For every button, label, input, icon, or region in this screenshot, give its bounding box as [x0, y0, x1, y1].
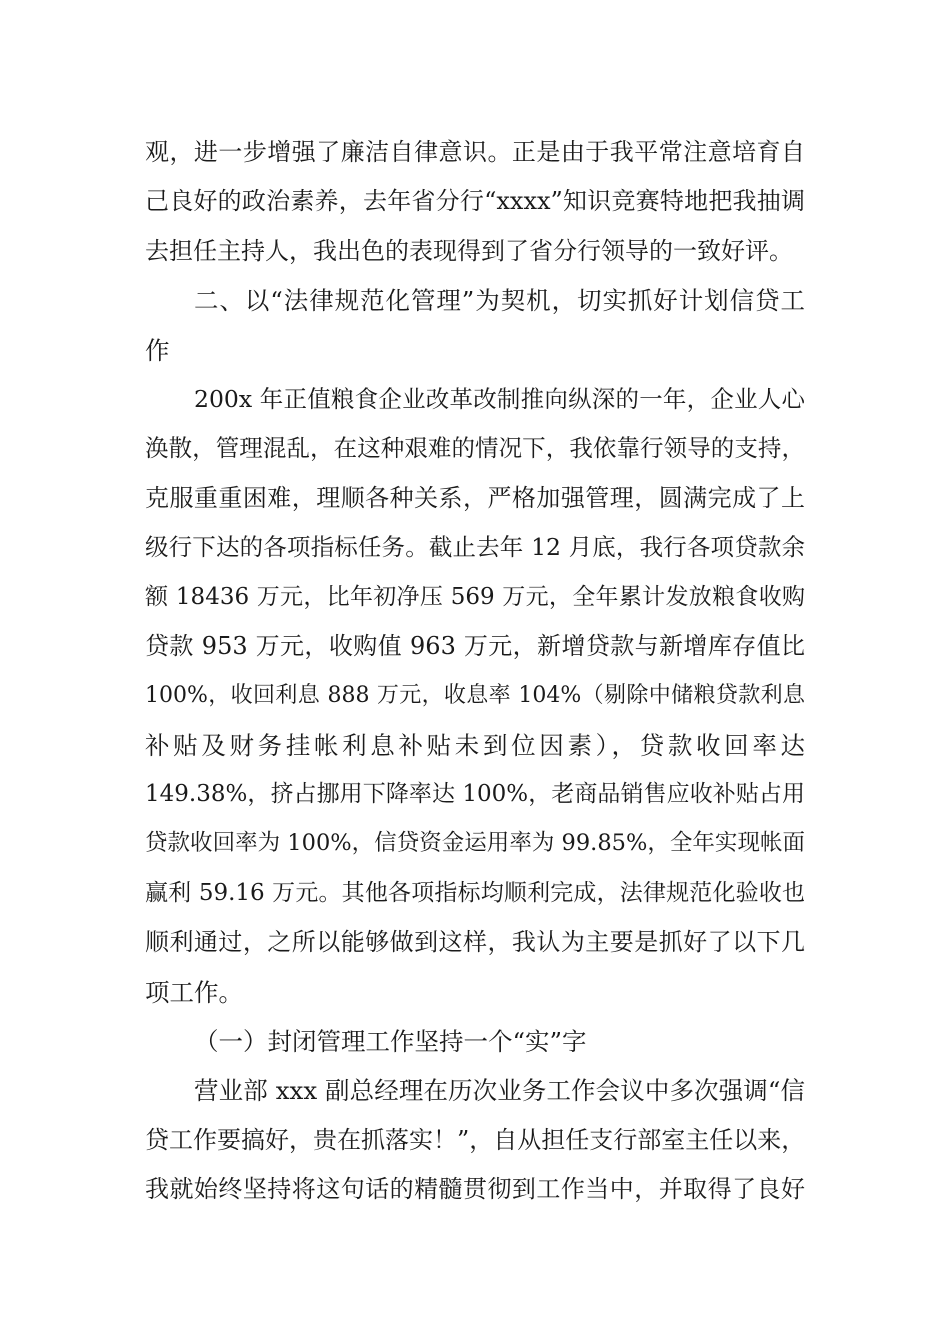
section-heading-line: 作 [145, 335, 170, 365]
text-line: 观，进一步增强了廉洁自律意识。正是由于我平常注意培育自 [145, 138, 805, 166]
text-line: 贷款收回率为 100%，信贷资金运用率为 99.85%，全年实现帐面 [145, 830, 805, 857]
text-line: 赢利 59.16 万元。其他各项指标均顺利完成，法律规范化验收也 [145, 879, 805, 906]
text-line: 顺利通过，之所以能够做到这样，我认为主要是抓好了以下几 [145, 928, 805, 957]
text-line: 200x 年正值粮食企业改革改制推向纵深的一年，企业人心 [194, 384, 805, 413]
text-line: 100%，收回利息 888 万元，收息率 104%（剔除中储粮贷款利息 [145, 683, 805, 709]
section-heading-line: 二、以“法律规范化管理”为契机，切实抓好计划信贷工 [194, 286, 805, 316]
text-line: 级行下达的各项指标任务。截止去年 12 月底，我行各项贷款余 [145, 533, 805, 562]
text-line: 补贴及财务挂帐利息补贴未到位因素），贷款收回率达 [145, 730, 805, 760]
text-line: 涣散，管理混乱，在这种艰难的情况下，我依靠行领导的支持， [145, 434, 805, 463]
text-line: 额 18436 万元，比年初净压 569 万元，全年累计发放粮食收购 [145, 583, 805, 610]
text-line: 去担任主持人，我出色的表现得到了省分行领导的一致好评。 [145, 236, 793, 265]
text-line: 己良好的政治素养，去年省分行“xxxx”知识竞赛特地把我抽调 [145, 187, 805, 216]
text-line: 营业部 xxx 副总经理在历次业务工作会议中多次强调“信 [194, 1076, 805, 1106]
text-line: 贷款 953 万元，收购值 963 万元，新增贷款与新增库存值比 [145, 631, 805, 660]
text-line: 149.38%，挤占挪用下降率达 100%，老商品销售应收补贴占用 [145, 781, 805, 808]
text-line: 项工作。 [145, 977, 243, 1007]
text-line: 我就始终坚持将这句话的精髓贯彻到工作当中，并取得了良好 [145, 1175, 805, 1204]
subsection-heading-line: （一）封闭管理工作坚持一个“实”字 [194, 1027, 587, 1057]
document-body [145, 128, 805, 1215]
text-line: 克服重重困难，理顺各种关系，严格加强管理，圆满完成了上 [145, 483, 805, 512]
text-line: 贷工作要搞好，贵在抓落实！”，自从担任支行部室主任以来， [145, 1125, 805, 1154]
